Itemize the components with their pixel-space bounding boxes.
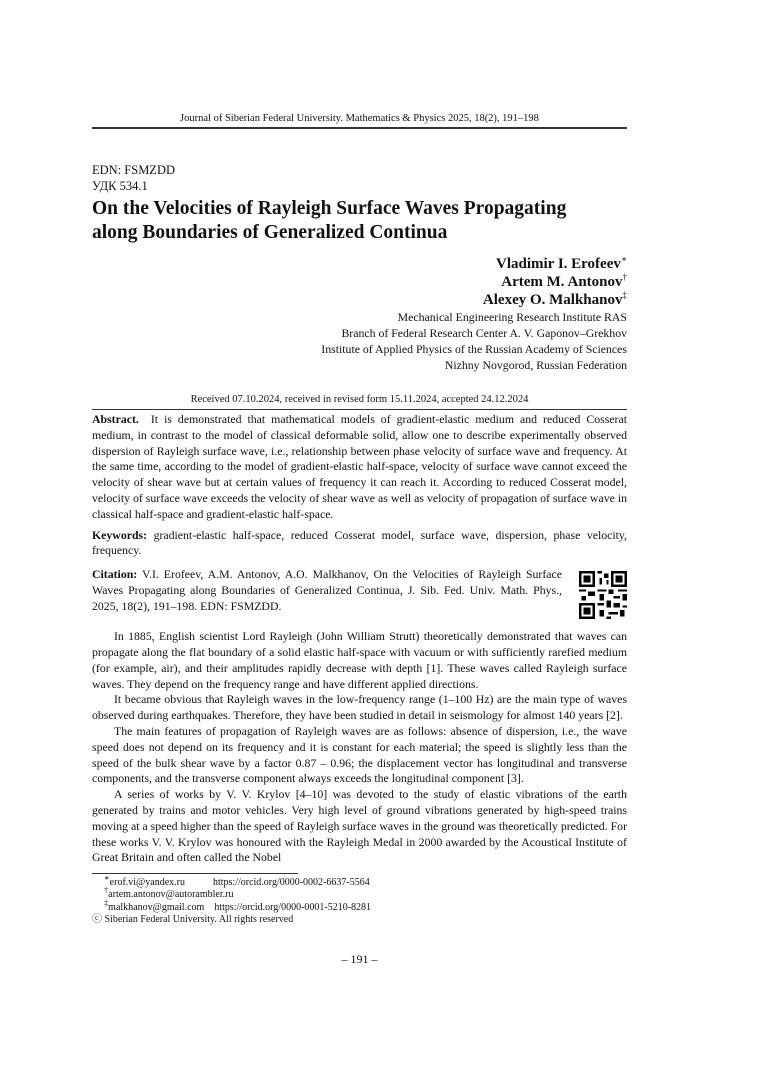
- footnotes: [92, 873, 627, 914]
- paragraph: The main features of propagation of Rayleigh waves are as follows: absence of dispersion, i.e., the wave speed does not depend on its frequency and it is constant for each material; the speed is slightly less than the speed of the bulk shear wave by a factor 0.87 – 0.96; the displacement vector has longitudinal and transverse components, and the transverse component always exceeds the longitudinal component [3].: [92, 723, 627, 786]
- paragraph: It became obvious that Rayleigh waves in the low-frequency range (1–100 Hz) are the main type of waves observed during earthquakes. Therefore, they have been studied in detail in seismology for almost 140 years [2].: [92, 692, 627, 723]
- received-dates: Received 07.10.2024, received in revised form 15.11.2024, accepted 24.12.2024: [190, 393, 529, 405]
- abstract: Abstract. It is demonstrated that mathematical models of gradient-elastic medium and reduced Cosserat medium, in contrast to the model of classical deformable solid, allow one to describe experimentally observed dispersion of Rayleigh surface wave, i.e., relationship between phase velocity of surface wave and frequency. At the same time, according to the model of gradient-elastic half-space, velocity of surface wave cannot exceed the velocity of shear wave but at certain values of frequency it can reach it. According to reduced Cosserat model, velocity of surface wave exceeds the velocity of shear wave as well as velocity of propagation of surface wave in classical half-space and gradient-elastic half-space.: [92, 412, 627, 521]
- title-line: along Boundaries of Generalized Continua: [92, 221, 448, 243]
- paragraph: In 1885, English scientist Lord Rayleigh (John William Strutt) theoretically demonstrated that waves can propagate along the flat boundary of a solid elastic half-space with vacuum or with sufficiently rarefied medium (for example, air), and their amplitudes rapidly decrease with depth [1]. These waves called Rayleigh surface waves. They depend on the frequency range and have different applied directions.: [92, 629, 627, 691]
- footnote: †artem.antonov@autorambler.ru: [104, 886, 234, 901]
- edn: EDN: FSMZDD: [92, 162, 175, 177]
- authors: [92, 255, 627, 309]
- page-number: – 191 –: [341, 952, 378, 967]
- body-text: [92, 629, 627, 866]
- qr-code: [579, 571, 627, 619]
- page-column: [92, 112, 627, 966]
- keywords: Keywords: gradient-elastic half-space, reduced Cosserat model, surface wave, dispersion, phase velocity, frequency.: [92, 527, 627, 558]
- paper-title: [92, 197, 627, 245]
- citation: Citation: V.I. Erofeev, A.M. Antonov, A.O. Malkhanov, On the Velocities of Rayleigh Surface Waves Propagating along Boundaries of Generalized Continua, J. Sib. Fed. Univ. Math. Phys., 2025, 18(2), 191–198. EDN: FSMZDD.: [92, 567, 562, 613]
- footnote: ‡malkhanov@gmail.com https://orcid.org/0000-0001-5210-8281: [104, 898, 372, 913]
- citation-row: [92, 567, 627, 619]
- footnote-rule: [92, 873, 298, 874]
- copyright: ⓒ Siberian Federal University. All rights reserved: [92, 914, 294, 926]
- footnote: ∗erof.vi@yandex.ru https://orcid.org/0000-0002-6637-5564: [104, 873, 370, 889]
- udk: УДК 534.1: [92, 178, 148, 193]
- paragraph: A series of works by V. V. Krylov [4–10] was devoted to the study of elastic vibrations of the earth generated by trains and motor vehicles. Very high level of ground vibrations generated by high-speed trains moving at a speed higher than the speed of Rayleigh surface waves in the ground was theoretically predicted. For these works V. V. Krylov was honoured with the Rayleigh Medal in 2000 awarded by the Acoustical Institute of Great Britain and often called the Nobel: [92, 787, 627, 865]
- author: Vladimir I. Erofeev∗: [496, 253, 627, 272]
- author: Alexey O. Malkhanov‡: [482, 289, 627, 308]
- header-rule: [92, 127, 627, 129]
- title-line: On the Velocities of Rayleigh Surface Waves Propagating: [92, 197, 567, 219]
- author: Artem M. Antonov†: [501, 271, 627, 290]
- abstract-rule: [92, 409, 627, 411]
- affiliation: Mechanical Engineering Research Institute RAS Branch of Federal Research Center A. V. Gaponov–Grekhov Institute of Applied Physics of the Russian Academy of Sciences Nizhny Novgorod, Russian Federation: [321, 309, 627, 372]
- running-header: Journal of Siberian Federal University. Mathematics & Physics 2025, 18(2), 191–198: [180, 113, 539, 124]
